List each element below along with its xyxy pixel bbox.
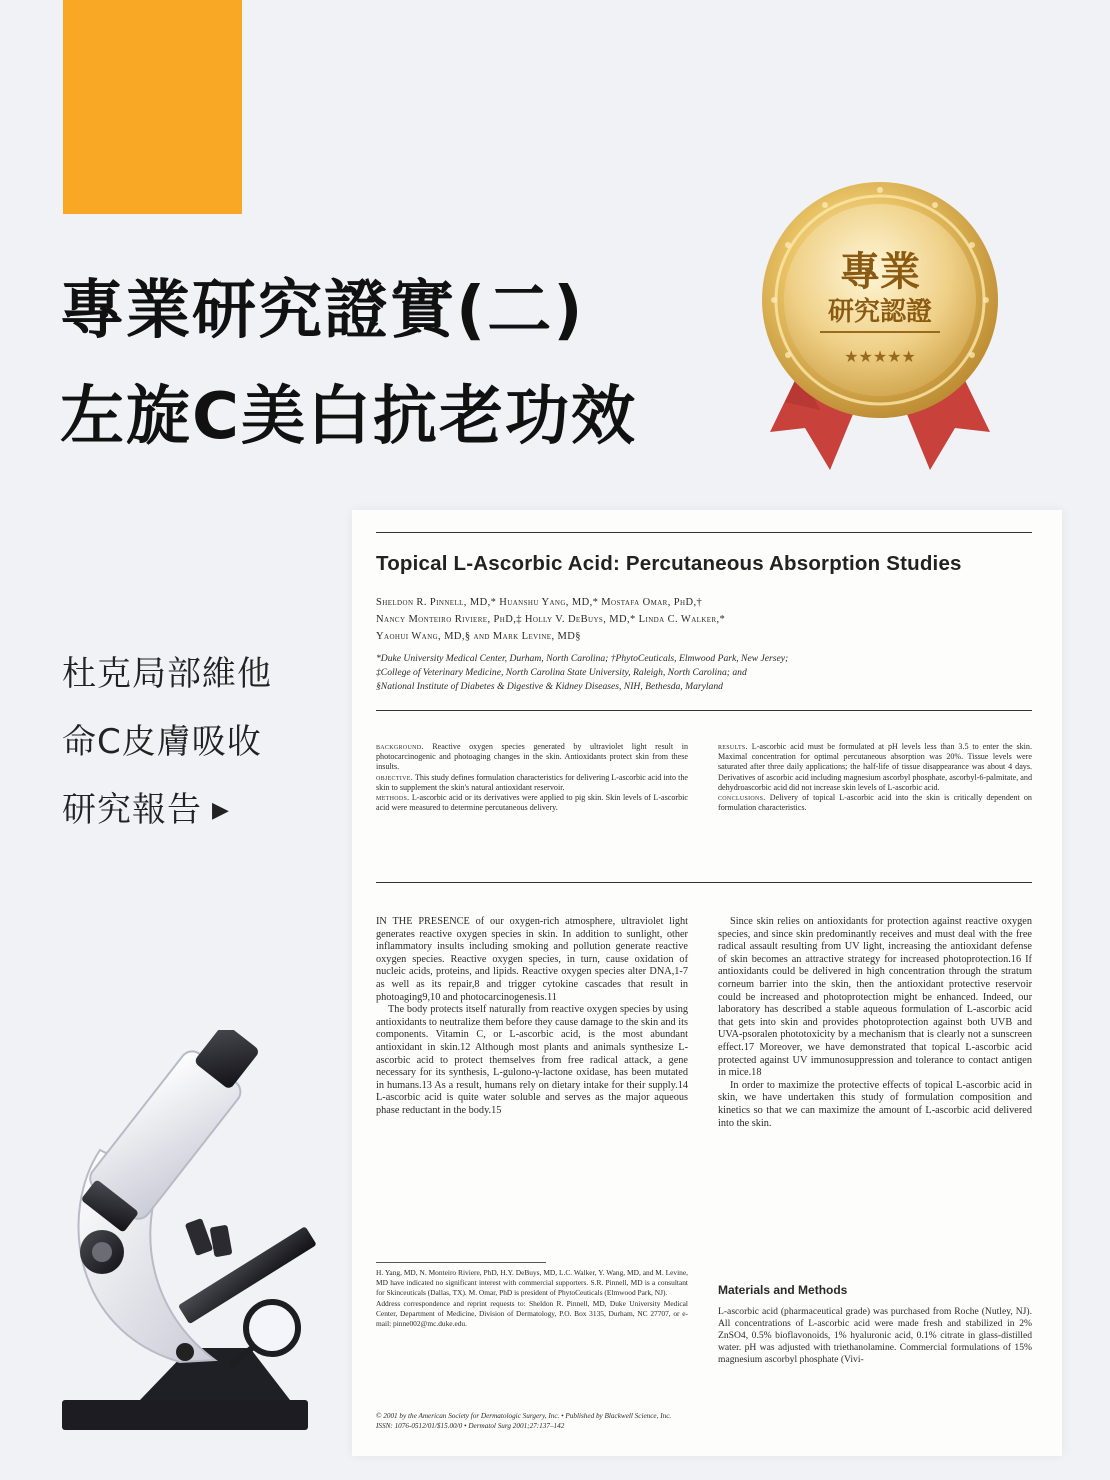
certification-medal-icon (760, 170, 1000, 480)
abstract-bottom-rule (376, 882, 1032, 883)
abstract-right: results. L-ascorbic acid must be formulated at pH levels less than 3.5 to enter the skin. Maximal concentration for optimal percutaneous absorption was 20%. Tissue levels were saturated after three daily applications; the half-life of tissue disappearance was about 4 days. Derivatives of ascorbic acid including magnesium ascorbyl phosphate, ascorbyl-6-palmitate, and dehydroascorbic acid did not increase skin levels of L-ascorbic acid. conclusions. Delivery of topical L-ascorbic acid into the skin is critically dependent on formulation characteristics. (718, 742, 1032, 813)
title-line-1: 專業研究證實(二) (60, 274, 585, 348)
medal-line-1: 專業 (840, 248, 920, 295)
microscope-icon (40, 1030, 330, 1440)
caption-line-2: 命C皮膚吸收 (62, 722, 262, 762)
research-paper (352, 510, 1062, 1456)
title-line-2: 左旋C美白抗老功效 (60, 380, 637, 454)
section-text: L-ascorbic acid (pharmaceutical grade) was purchased from Roche (Nutley, NJ). All concentrations of L-ascorbic acid were made fresh and stabilized in 2% ZnSO4, 0.5% bioflavonoids, 1% hyaluronic acid, 0.1% citrate in glass-distilled water. pH was adjusted with triethanolamine. Commercial formulations of 15% magnesium ascorbyl phosphate (Vivi- (718, 1306, 1032, 1365)
side-caption (62, 640, 272, 845)
paper-affiliations: *Duke University Medical Center, Durham, North Carolina; †PhytoCeuticals, Elmwood Park, New Jersey; ‡College of Veterinary Medicine, North Carolina State University, Raleigh, North Carolina; and §National Institute of Diabetes & Digestive & Kidney Diseases, NIH, Bethesda, Maryland (376, 653, 789, 692)
page-title (60, 258, 637, 470)
section-title: Materials and Methods (718, 1283, 848, 1297)
body-left-column: IN THE PRESENCE of our oxygen-rich atmosphere, ultraviolet light generates reactive oxygen species in skin. In addition to sunlight, other inflammatory insults including smoking and pollution generate reactive oxygen species. Reactive oxygen species, in turn, cause oxidation of nucleic acids, proteins, and lipids. Reactive oxygen species alter DNA,1-7 as well as its repair,8 and trigger cytokine cascades that result in photoaging9,10 and photocarcinogenesis.11 The body protects itself naturally from reactive oxygen species by using antioxidants to neutralize them before they cause damage to the skin and its components. Vitamin C, or L-ascorbic acid, is the most abundant antioxidant in skin.12 Although most plants and animals synthesize L-ascorbic acid to protect themselves from free radical attack, a gene necessary for its synthesis, L-gulono-γ-lactone oxidase, has been mutated in humans.13 As a result, humans rely on dietary intake for their supply.14 L-ascorbic acid is quite water soluble and serves as the major aqueous phase reductant in the body.15 (376, 916, 688, 1116)
medal-line-2: 研究認證 (827, 297, 933, 327)
paper-authors: Sheldon R. Pinnell, MD,* Huanshu Yang, MD,* Mostafa Omar, PhD,† Nancy Monteiro Riviere, PhD,‡ Holly V. DeBuys, MD,* Linda C. Walker,* Yaohui Wang, MD,§ and Mark Levine, MD§ (376, 597, 726, 642)
paper-title: Topical L-Ascorbic Acid: Percutaneous Absorption Studies (376, 552, 962, 575)
caption-line-3[interactable]: 研究報告 ▶ (62, 790, 230, 830)
medal-stars: ★★★★★ (844, 347, 916, 366)
play-arrow-icon[interactable]: ▶ (212, 798, 230, 823)
footnote: H. Yang, MD, N. Monteiro Riviere, PhD, H.Y. DeBuys, MD, L.C. Walker, Y. Wang, MD, and M. Levine, MD have indicated no significant interest with commercial supporters. S.R. Pinnell, MD is a consultant for Skinceuticals (Dallas, TX). M. Omar, PhD is president of PhytoCeuticals (Elmwood Park, NJ). Address correspondence and reprint requests to: Sheldon R. Pinnell, MD, Duke University Medical Center, Department of Medicine, Division of Dermatology, P.O. Box 3135, Durham, NC 27707, or e-mail: pinne002@mc.duke.edu. (376, 1268, 688, 1329)
caption-line-1: 杜克局部維他 (62, 654, 272, 694)
body-right-column: Since skin relies on antioxidants for protection against reactive oxygen species, and since skin predominantly receives and must deal with the free radical assault resulting from UV light, increasing the antioxidant defense of skin becomes an attractive strategy for increased photoprotection.16 If antioxidants could be delivered in high concentration through the stratum corneum barrier into the skin, then the antioxidant protective reservoir could be increased and photoprotection might be enhanced. Indeed, our laboratory has described a stable aqueous formulation of L-ascorbic acid that gets into skin and provides photoprotection against both UVB and UVA-psoralen phototoxicity by a mechanism that is clearly not a sunscreen effect.17 Moreover, we have demonstrated that topical L-ascorbic acid protected against UV immunosuppression and tolerance to contact antigen in mice.18 In order to maximize the protective effects of topical L-ascorbic acid in skin, we have undertaken this study of formulation composition and kinetics so that we can maximize the amount of L-ascorbic acid delivered into the skin. (718, 916, 1032, 1129)
footnote-rule (376, 1262, 546, 1263)
abstract-top-rule (376, 710, 1032, 711)
abstract-left: background. Reactive oxygen species generated by ultraviolet light result in photocarcinogenic and photoaging changes in the skin. Antioxidants protect skin from these insults. objective. This study defines formulation characteristics for delivering L-ascorbic acid into the skin to supplement the skin's natural antioxidant reservoir. methods. L-ascorbic acid or its derivatives were applied to pig skin. Skin levels of L-ascorbic acid were measured to determine percutaneous delivery. (376, 742, 688, 813)
accent-block (63, 0, 242, 214)
copyright-line: © 2001 by the American Society for Dermatologic Surgery, Inc. • Published by Blackwell Science, Inc. ISSN: 1076-0512/01/$15.00/0 • Dermatol Surg 2001;27:137–142 (376, 1412, 672, 1430)
paper-top-rule (376, 532, 1032, 533)
